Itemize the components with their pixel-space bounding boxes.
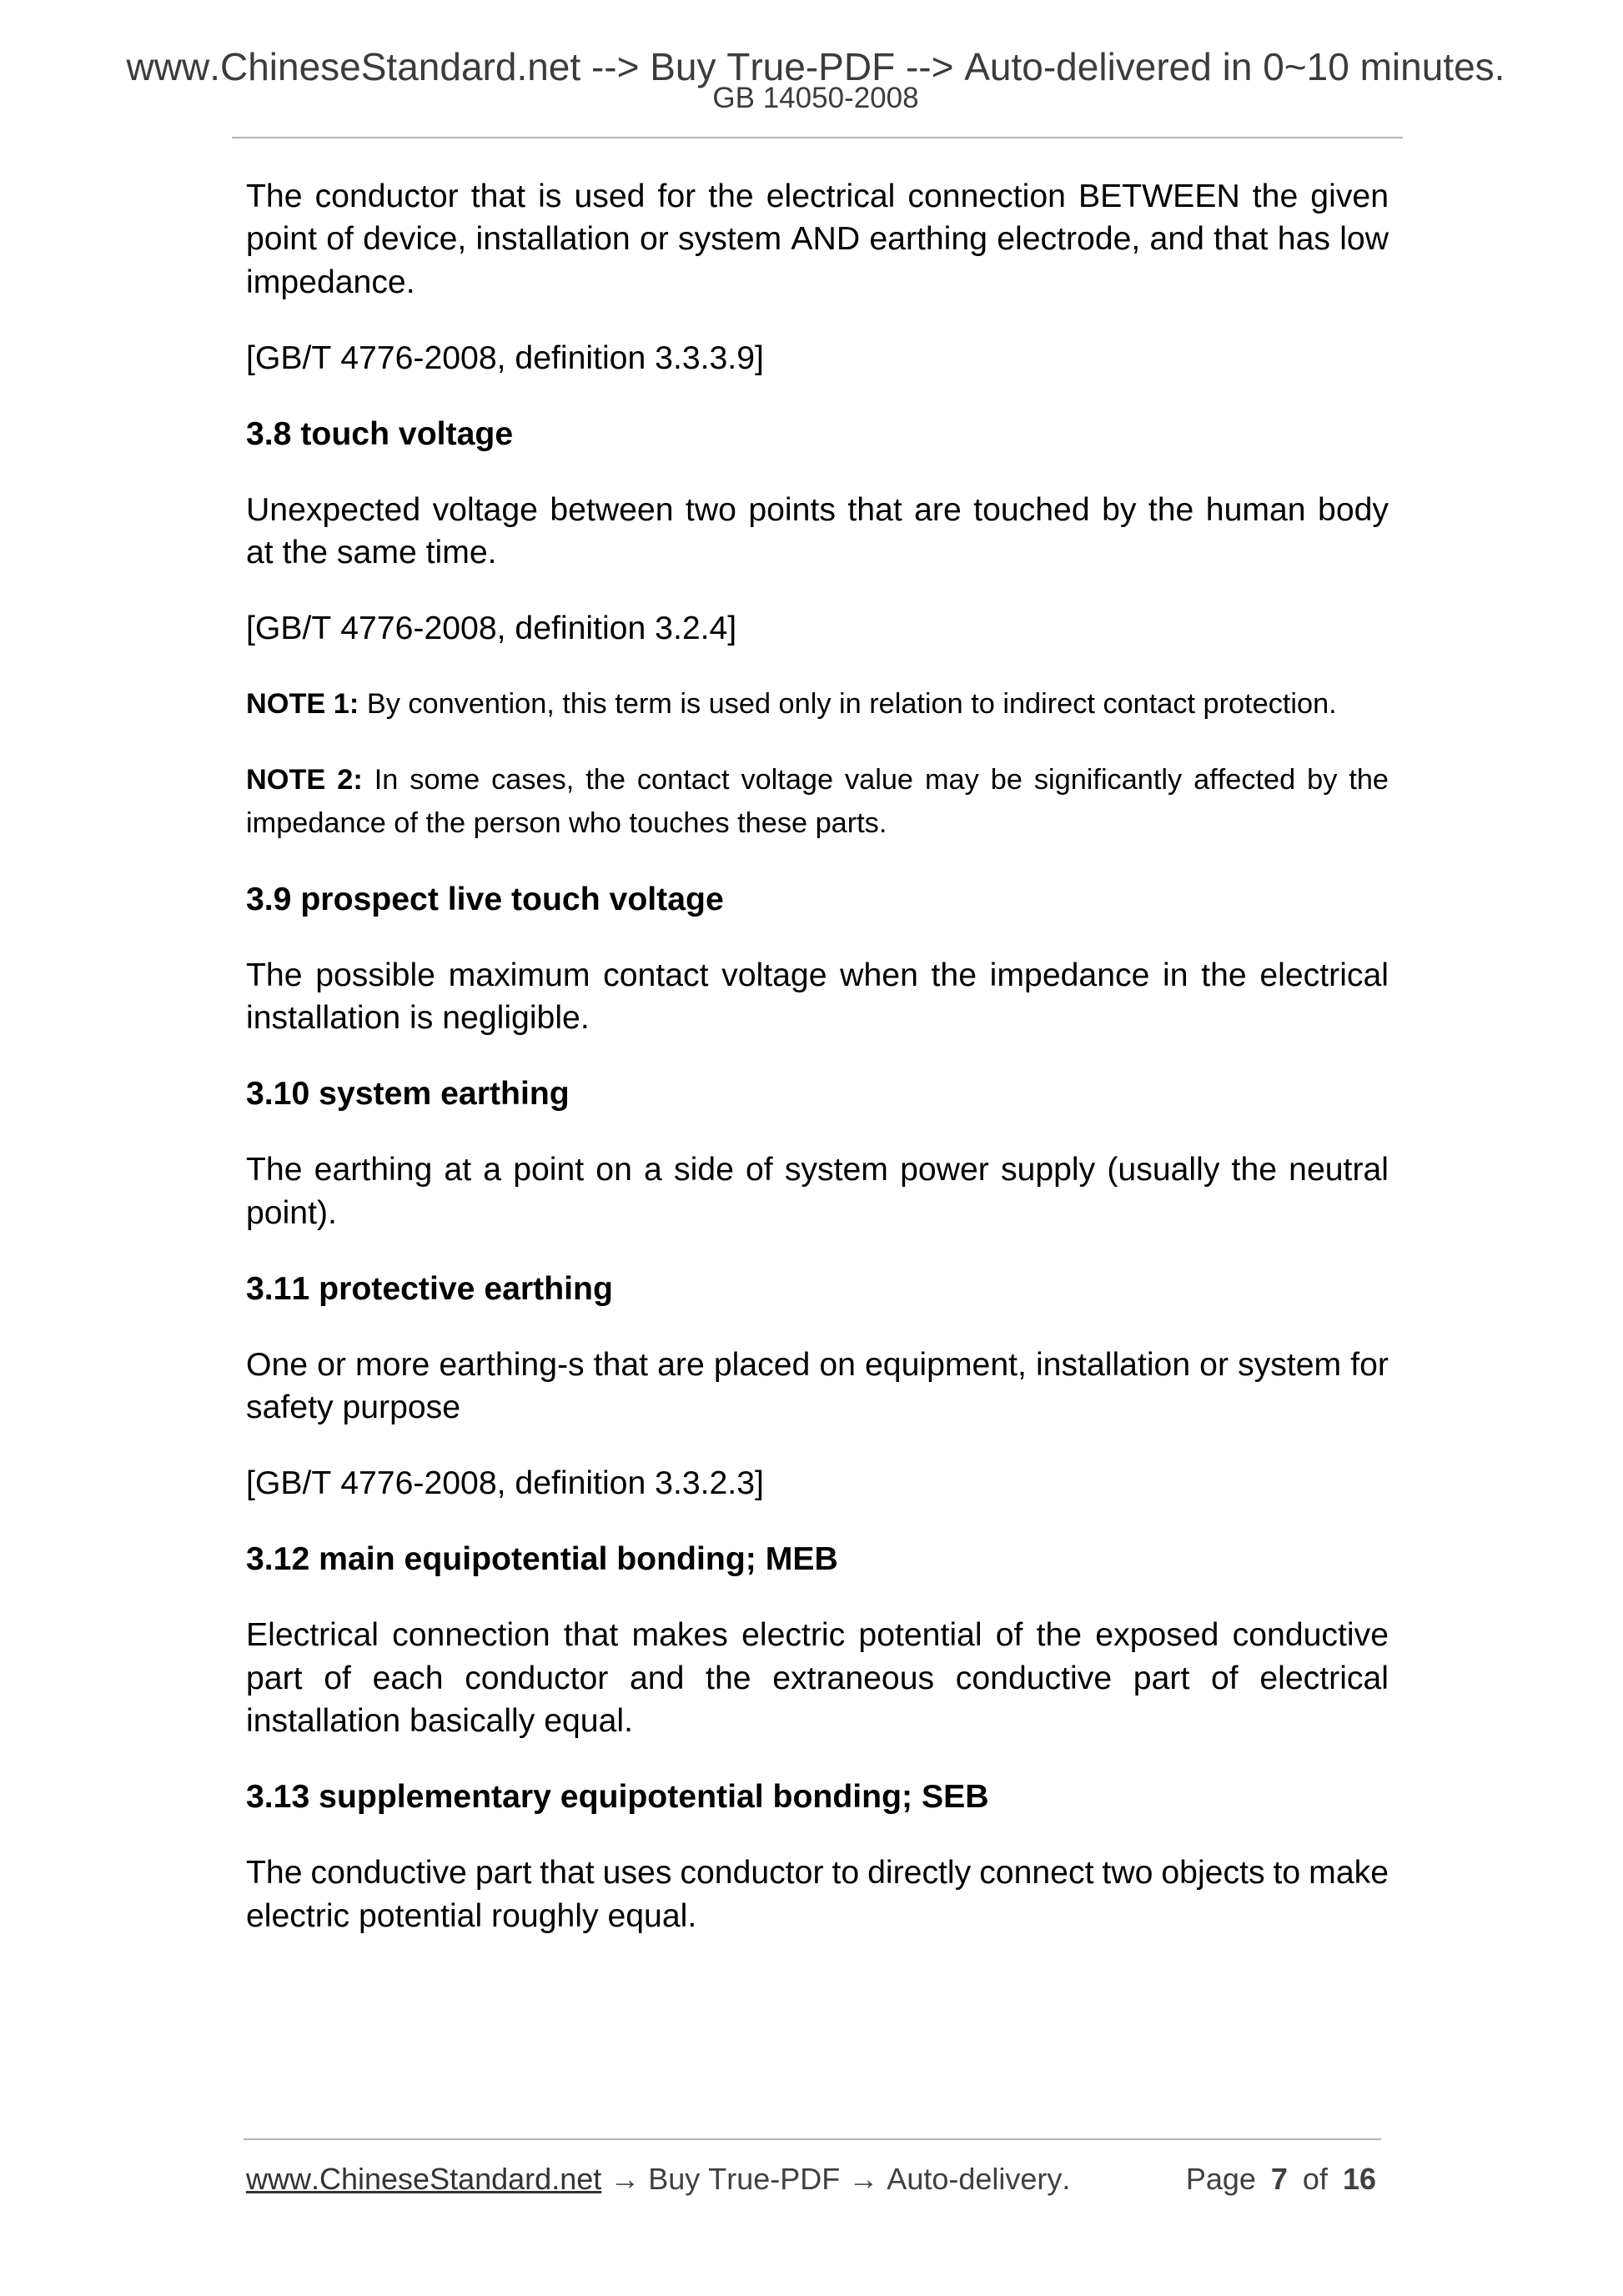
term-heading xyxy=(246,1073,1389,1115)
term-name: supplementary equipotential bonding; SEB xyxy=(319,1779,989,1816)
term-name: system earthing xyxy=(319,1076,570,1113)
note-text: In some cases, the contact voltage value may be significantly affected by the xyxy=(374,764,1389,796)
current-page-number: 7 xyxy=(1270,2162,1288,2196)
note-line: impedance of the person who touches these parts. xyxy=(246,806,887,839)
term-definition xyxy=(246,1344,1389,1429)
definition-line: The conductor that is used for the electrical connection BETWEEN the given xyxy=(246,178,1389,214)
definition-line: The conductive part that uses conductor to directly connect two objects to make xyxy=(246,1855,1389,1892)
definition-line: One or more earthing-s that are placed on equipment, installation or system for xyxy=(246,1346,1389,1383)
term-name: protective earthing xyxy=(319,1270,613,1307)
term-definition xyxy=(246,1614,1389,1742)
note-text: By convention, this term is used only in relation to indirect contact protection. xyxy=(366,688,1337,721)
term-heading xyxy=(246,878,1389,921)
footer-rule xyxy=(244,2138,1381,2140)
note-label: NOTE 2: xyxy=(246,764,363,796)
of-label: of xyxy=(1302,2162,1328,2196)
term-name: touch voltage xyxy=(300,415,514,452)
term-number: 3.12 xyxy=(246,1541,310,1578)
note-2 xyxy=(246,759,1389,845)
footer-tagline: → Buy True-PDF → Auto-delivery. xyxy=(610,2162,1071,2196)
header-banner: www.ChineseStandard.net --> Buy True-PDF --> Auto-delivered in 0~10 minutes. xyxy=(126,45,1505,88)
note-line xyxy=(246,683,1389,726)
term-name: main equipotential bonding; MEB xyxy=(319,1541,838,1578)
definition-line: part of each conductor and the extraneous conductive part of electrical xyxy=(246,1660,1389,1696)
term-name: prospect live touch voltage xyxy=(300,881,724,917)
definition-line: The possible maximum contact voltage when the impedance in the electrical xyxy=(246,957,1389,993)
term-definition xyxy=(246,1148,1389,1234)
page-indicator xyxy=(1186,2162,1376,2197)
definition-line: point). xyxy=(246,1194,337,1231)
term-heading xyxy=(246,1776,1389,1818)
term-number: 3.11 xyxy=(246,1270,310,1307)
reference: [GB/T 4776-2008, definition 3.3.2.3] xyxy=(246,1465,764,1502)
definition-line: The earthing at a point on a side of system power supply (usually the neutral xyxy=(246,1152,1389,1188)
site-link[interactable]: www.ChineseStandard.net xyxy=(246,2162,602,2196)
definition-line: point of device, installation or system AND earthing electrode, and that has low xyxy=(246,221,1389,258)
definition-line: electric potential roughly equal. xyxy=(246,1897,697,1934)
reference: [GB/T 4776-2008, definition 3.2.4] xyxy=(246,610,737,647)
term-heading xyxy=(246,413,1389,455)
note-line xyxy=(246,759,1389,801)
page-label: Page xyxy=(1185,2162,1256,2196)
definition-line: Electrical connection that makes electric potential of the exposed conductive xyxy=(246,1617,1389,1654)
definition-line: impedance. xyxy=(246,264,415,300)
note-label: NOTE 1: xyxy=(246,688,359,721)
reference: [GB/T 4776-2008, definition 3.3.3.9] xyxy=(246,339,764,376)
term-definition xyxy=(246,954,1389,1040)
term-definition xyxy=(246,1851,1389,1937)
definition-line: installation basically equal. xyxy=(246,1703,633,1740)
note-1 xyxy=(246,683,1389,726)
total-pages-number: 16 xyxy=(1342,2162,1376,2196)
definition-line: Unexpected voltage between two points that are touched by the human body xyxy=(246,491,1389,528)
header-rule xyxy=(232,137,1403,138)
term-definition xyxy=(246,489,1389,575)
page-content xyxy=(246,175,1389,1971)
footer-promo xyxy=(246,2162,1070,2197)
term-number: 3.8 xyxy=(246,415,292,452)
term-number: 3.9 xyxy=(246,881,292,917)
definition-line: safety purpose xyxy=(246,1389,461,1426)
definition-line: installation is negligible. xyxy=(246,1000,590,1037)
term-heading xyxy=(246,1268,1389,1310)
standard-code: GB 14050-2008 xyxy=(712,82,919,114)
term-number: 3.13 xyxy=(246,1779,310,1816)
term-heading xyxy=(246,1538,1389,1580)
intro-definition xyxy=(246,175,1389,304)
definition-line: at the same time. xyxy=(246,535,497,571)
term-number: 3.10 xyxy=(246,1076,310,1113)
